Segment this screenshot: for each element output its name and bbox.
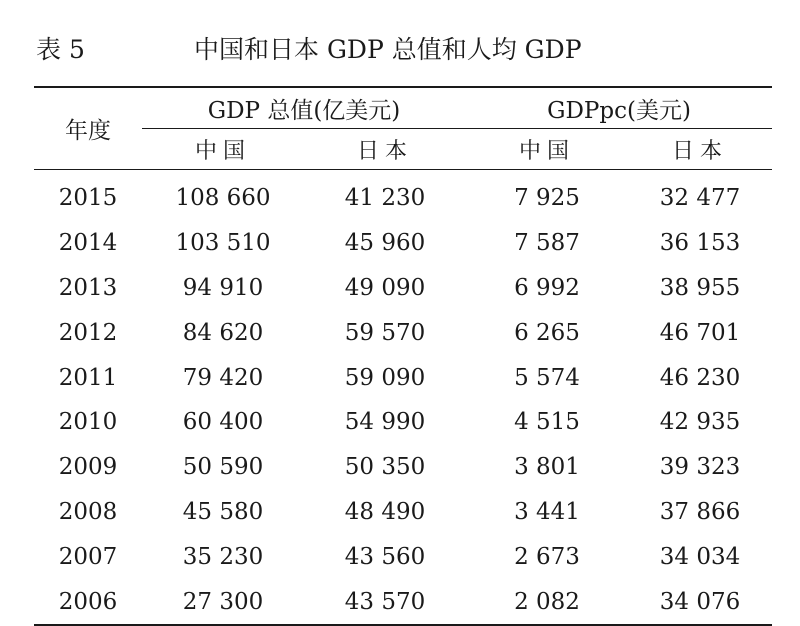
gdp-japan-cell: 43 560 [344, 543, 426, 570]
pc-japan-cell: 38 955 [659, 274, 741, 301]
gdp-china-header: 中国 [142, 129, 304, 170]
gdp-japan-cell: 41 230 [344, 185, 426, 212]
gdp-china-cell: 94 910 [182, 274, 264, 301]
year-column-header: 年度 [34, 87, 142, 170]
year-cell: 2008 [58, 498, 118, 525]
table-row [34, 355, 772, 400]
pc-japan-cell: 34 034 [659, 543, 741, 570]
table-row [34, 170, 772, 221]
pc-china-cell: 5 574 [514, 364, 580, 391]
gdp-japan-cell: 43 570 [304, 579, 466, 625]
pc-china-cell: 7 925 [514, 185, 580, 212]
gdp-china-cell: 79 420 [182, 364, 264, 391]
pc-japan-cell: 42 935 [659, 409, 741, 436]
gdp-total-group-header [142, 87, 466, 129]
gdp-china-cell: 35 230 [182, 543, 264, 570]
year-cell: 2007 [58, 543, 118, 570]
pc-japan-cell: 46 701 [659, 319, 741, 346]
table-row [34, 534, 772, 579]
pc-japan-cell: 32 477 [659, 185, 741, 212]
pc-japan-cell: 37 866 [659, 498, 741, 525]
year-cell: 2015 [58, 185, 118, 212]
pc-china-cell: 3 441 [514, 498, 580, 525]
table-header [34, 87, 772, 170]
table-body [34, 170, 772, 625]
pc-japan-header: 日本 [628, 129, 772, 170]
table-row [34, 579, 772, 625]
table-row [34, 400, 772, 445]
gdp-china-cell: 60 400 [182, 409, 264, 436]
pc-china-cell: 6 992 [514, 274, 580, 301]
gdp-china-cell: 103 510 [175, 230, 271, 257]
pc-japan-cell: 46 230 [659, 364, 741, 391]
table-row [34, 266, 772, 311]
gdp-japan-cell: 50 350 [344, 454, 426, 481]
pc-japan-cell: 34 076 [628, 579, 772, 625]
year-cell: 2009 [58, 454, 118, 481]
gdp-china-cell: 50 590 [182, 454, 264, 481]
table-row [34, 310, 772, 355]
year-cell: 2006 [34, 579, 142, 625]
gdp-japan-cell: 49 090 [344, 274, 426, 301]
pc-china-cell: 2 673 [514, 543, 580, 570]
table-row [34, 490, 772, 535]
year-cell: 2012 [58, 319, 118, 346]
pc-china-cell: 6 265 [514, 319, 580, 346]
gdp-japan-header: 日本 [304, 129, 466, 170]
gdp-japan-cell: 45 960 [344, 230, 426, 257]
year-cell: 2011 [58, 364, 118, 391]
gdp-japan-cell: 48 490 [344, 498, 426, 525]
table-row [34, 445, 772, 490]
pc-china-cell: 4 515 [514, 409, 580, 436]
gdp-per-capita-group-label: GDPpc(美元) [547, 97, 691, 124]
table-caption [36, 32, 776, 72]
pc-china-cell: 7 587 [514, 230, 580, 257]
table-title: 中国和日本 GDP 总值和人均 GDP [194, 35, 582, 64]
gdp-china-cell: 108 660 [175, 185, 271, 212]
pc-china-cell: 3 801 [514, 454, 580, 481]
table-number: 表 5 [36, 35, 85, 64]
year-cell: 2010 [58, 409, 118, 436]
gdp-japan-cell: 59 090 [344, 364, 426, 391]
year-cell: 2014 [58, 230, 118, 257]
gdp-total-group-label: GDP 总值(亿美元) [207, 97, 401, 124]
table-row [34, 221, 772, 266]
gdp-japan-cell: 59 570 [344, 319, 426, 346]
gdp-china-cell: 27 300 [142, 579, 304, 625]
header-row-countries [34, 129, 772, 170]
gdp-china-cell: 84 620 [182, 319, 264, 346]
gdp-comparison-table [34, 86, 772, 626]
pc-china-header: 中国 [466, 129, 628, 170]
gdp-japan-cell: 54 990 [344, 409, 426, 436]
pc-china-cell: 2 082 [466, 579, 628, 625]
gdp-china-cell: 45 580 [182, 498, 264, 525]
gdp-per-capita-group-header [466, 87, 772, 129]
pc-japan-cell: 36 153 [659, 230, 741, 257]
year-cell: 2013 [58, 274, 118, 301]
pc-japan-cell: 39 323 [659, 454, 741, 481]
header-row-groups [34, 87, 772, 129]
